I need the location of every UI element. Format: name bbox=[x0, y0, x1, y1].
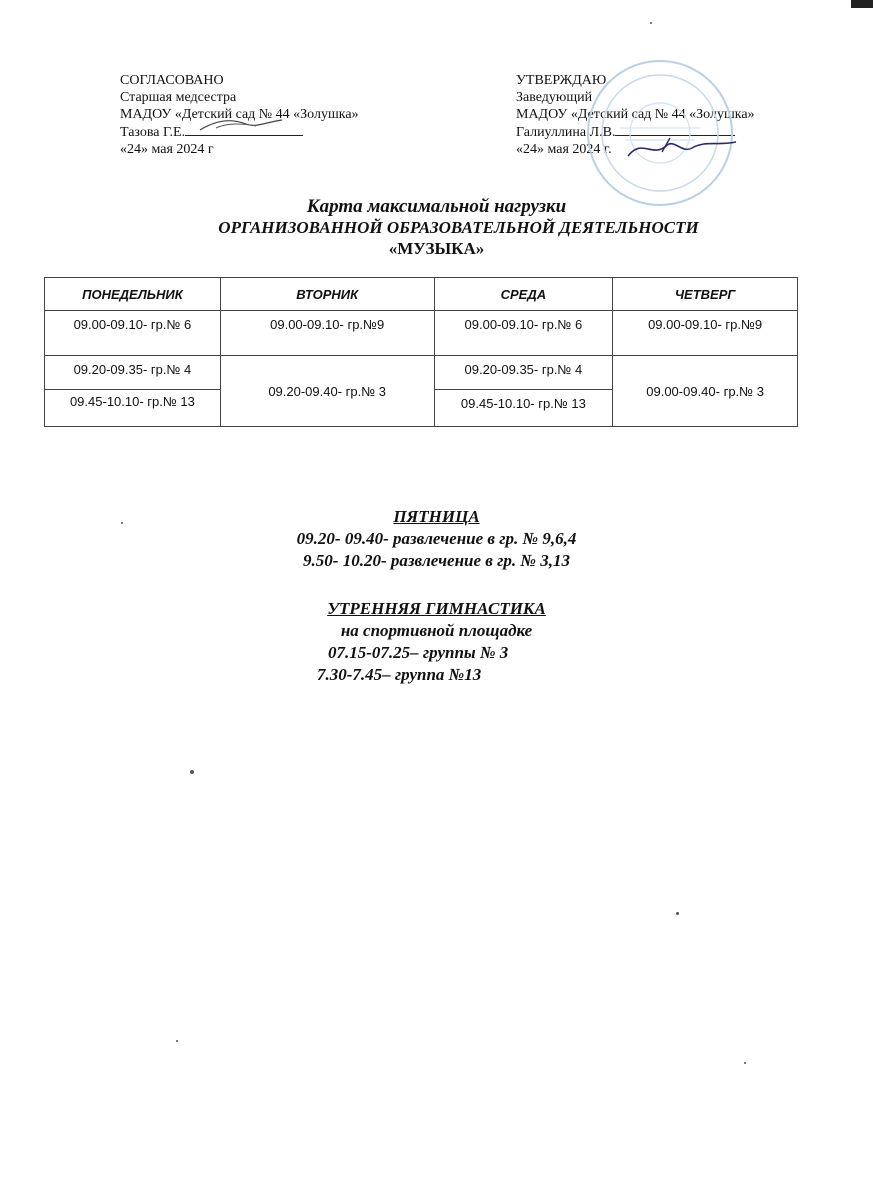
friday-line-1: 09.20- 09.40- развлечение в гр. № 9,6,4 bbox=[296, 529, 577, 548]
wednesday-slot-3: 09.45-10.10- гр.№ 13 bbox=[434, 390, 613, 427]
thursday-slot-1: 09.00-09.10- гр.№9 bbox=[613, 311, 798, 356]
table-row bbox=[45, 356, 798, 390]
approval-right-position: Заведующий bbox=[516, 90, 593, 105]
scan-speck bbox=[121, 522, 123, 524]
title-line-2: ОРГАНИЗОВАННОЙ ОБРАЗОВАТЕЛЬНОЙ ДЕЯТЕЛЬНОСТИ bbox=[218, 218, 699, 237]
approval-left-name: Тазова Г.Е. bbox=[120, 125, 186, 140]
scan-speck bbox=[176, 1040, 178, 1042]
title-line-3: «МУЗЫКА» bbox=[388, 239, 485, 258]
approval-left-organization: МАДОУ «Детский сад № 44 «Золушка» bbox=[120, 107, 359, 122]
approval-right-organization: МАДОУ «Детский сад № 44 «Золушка» bbox=[516, 107, 755, 122]
morning-exercise-heading: УТРЕННЯЯ ГИМНАСТИКА bbox=[327, 599, 546, 618]
header-thursday: ЧЕТВЕРГ bbox=[613, 278, 798, 311]
morning-exercise-line-1: 07.15-07.25– группы № 3 bbox=[328, 643, 509, 662]
friday-line-2: 9.50- 10.20- развлечение в гр. № 3,13 bbox=[303, 551, 570, 570]
right-signature-icon bbox=[622, 128, 742, 168]
document-title bbox=[0, 196, 873, 259]
wednesday-slot-2: 09.20-09.35- гр.№ 4 bbox=[434, 356, 613, 390]
morning-exercise-line-2: 7.30-7.45– группа №13 bbox=[317, 665, 482, 684]
monday-slot-3: 09.45-10.10- гр.№ 13 bbox=[45, 390, 221, 427]
approval-left-date: «24» мая 2024 г bbox=[120, 142, 214, 157]
approval-left-heading: СОГЛАСОВАНО bbox=[120, 73, 224, 88]
scan-corner-mark bbox=[851, 0, 873, 8]
header-tuesday: ВТОРНИК bbox=[220, 278, 434, 311]
left-signature-icon bbox=[196, 114, 286, 136]
morning-exercise-location: на спортивной площадке bbox=[340, 621, 533, 640]
header-monday: ПОНЕДЕЛЬНИК bbox=[45, 278, 221, 311]
table-row bbox=[45, 311, 798, 356]
title-line-1: Карта максимальной нагрузки bbox=[306, 196, 567, 217]
monday-slot-2: 09.20-09.35- гр.№ 4 bbox=[45, 356, 221, 390]
monday-slot-1: 09.00-09.10- гр.№ 6 bbox=[45, 311, 221, 356]
tuesday-slot-2: 09.20-09.40- гр.№ 3 bbox=[220, 356, 434, 427]
morning-exercise-section bbox=[0, 598, 873, 686]
approval-right-date: «24» мая 2024 г. bbox=[516, 142, 612, 157]
approval-right-name: Галиуллина Л.В. bbox=[516, 125, 616, 140]
scan-speck bbox=[190, 770, 194, 774]
scan-speck bbox=[676, 912, 679, 915]
schedule-table bbox=[44, 277, 798, 427]
friday-heading: ПЯТНИЦА bbox=[393, 507, 480, 526]
wednesday-slot-1: 09.00-09.10- гр.№ 6 bbox=[434, 311, 613, 356]
scan-speck bbox=[650, 22, 652, 24]
table-header-row bbox=[45, 278, 798, 311]
approval-left-position: Старшая медсестра bbox=[120, 90, 237, 105]
tuesday-slot-1: 09.00-09.10- гр.№9 bbox=[220, 311, 434, 356]
approval-right-heading: УТВЕРЖДАЮ bbox=[516, 73, 607, 88]
header-wednesday: СРЕДА bbox=[434, 278, 613, 311]
thursday-slot-2: 09.00-09.40- гр.№ 3 bbox=[613, 356, 798, 427]
scan-speck bbox=[744, 1062, 746, 1064]
friday-section bbox=[0, 506, 873, 572]
